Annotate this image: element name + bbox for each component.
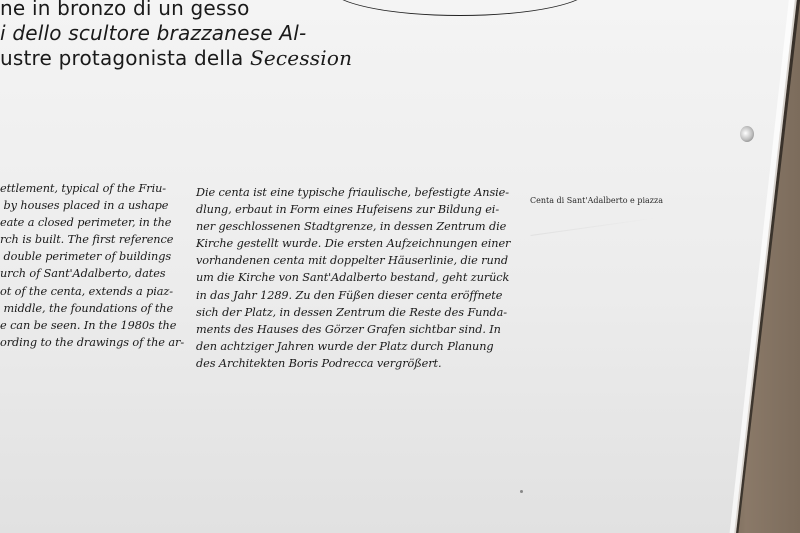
german-line: in das Jahr 1289. Zu den Füßen dieser centa eröffnete <box>196 288 503 302</box>
english-line: e can be seen. In the 1980s the <box>0 318 177 332</box>
german-paragraph <box>196 184 510 372</box>
english-line: urch of Sant'Adalberto, dates <box>0 267 166 281</box>
english-line: by houses placed in a ushape <box>0 199 169 213</box>
german-line: des Architekten Boris Podrecca vergrößert. <box>196 356 442 370</box>
english-line: rch is built. The first reference <box>0 233 174 247</box>
english-line: ording to the drawings of the ar- <box>0 335 185 349</box>
german-line: vorhandenen centa mit doppelter Häuserlinie, die rund <box>196 254 508 268</box>
german-line: ner geschlossenen Stadtgrenze, in dessen Zentrum die <box>196 220 507 234</box>
german-line: dlung, erbaut in Form eines Hufeisens zur Bildung ei- <box>196 203 500 217</box>
english-paragraph <box>0 180 184 351</box>
mounting-screw <box>740 126 754 142</box>
heading-line-1: ne in bronzo di un gesso <box>0 0 250 20</box>
german-line: um die Kirche von Sant'Adalberto bestand, geht zurück <box>196 271 510 285</box>
german-line: Die centa ist eine typische friaulische, befestigte Ansie- <box>196 186 509 199</box>
image-caption: Centa di Sant'Adalberto e piazza <box>530 196 663 205</box>
heading-line-3: ustre protagonista della Secession <box>0 46 353 70</box>
english-line: middle, the foundations of the <box>0 301 174 315</box>
secession-word: Secession <box>249 46 353 70</box>
english-line: eate a closed perimeter, in the <box>0 216 172 230</box>
italian-heading-text <box>0 0 352 71</box>
english-line: ot of the centa, extends a piaz- <box>0 284 173 298</box>
english-line: double perimeter of buildings <box>0 250 172 264</box>
german-line: Kirche gestellt wurde. Die ersten Aufzeichnungen einer <box>196 237 511 251</box>
panel-mark <box>520 490 523 493</box>
german-line: sich der Platz, in dessen Zentrum die Reste des Funda- <box>196 305 508 319</box>
english-line: ettlement, typical of the Friu- <box>0 182 167 195</box>
heading-line-2: i dello scultore brazzanese Al- <box>0 21 307 45</box>
german-line: ments des Hauses des Görzer Grafen sichtbar sind. In <box>196 322 501 336</box>
german-line: den achtziger Jahren wurde der Platz durch Planung <box>196 339 494 353</box>
